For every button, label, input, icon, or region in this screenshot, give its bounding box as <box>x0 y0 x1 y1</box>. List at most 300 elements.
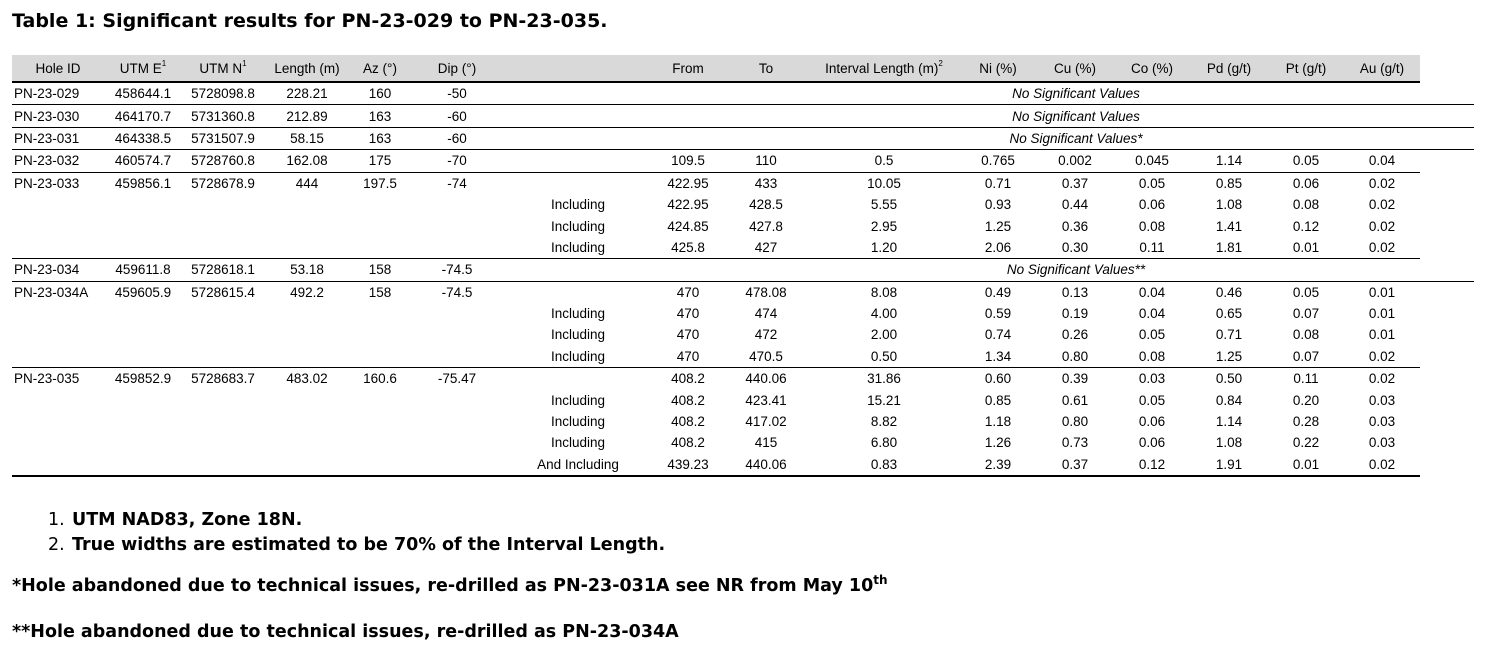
cell-cu: 0.44 <box>1061 197 1089 213</box>
cell-cu: 0.80 <box>1036 346 1114 368</box>
cell-cu: 0.26 <box>1061 327 1089 343</box>
cell-from <box>652 259 724 281</box>
cell-cu: 0.61 <box>1061 392 1089 408</box>
cell-au: 0.02 <box>1368 175 1396 191</box>
cell-label <box>504 150 652 172</box>
cell-from: 470 <box>676 284 700 300</box>
cell-pt: 0.01 <box>1268 454 1344 476</box>
cell-utm-e: 459605.9 <box>114 284 172 300</box>
cell-dip: -74 <box>447 175 467 191</box>
cell-au: 0.02 <box>1344 237 1420 259</box>
cell-pt <box>1344 105 1420 127</box>
cell-co: 0.04 <box>1138 306 1166 322</box>
cell-utm-n: 5728760.8 <box>182 150 264 172</box>
cell-cu: 0.80 <box>1061 414 1089 430</box>
cell-from: 408.2 <box>671 435 705 451</box>
cell-to <box>724 105 808 127</box>
cell-to: 474 <box>754 306 778 322</box>
cell-label <box>504 82 652 105</box>
cell-interval: 15.21 <box>867 392 901 408</box>
cell-pt: 0.05 <box>1268 150 1344 172</box>
col-interval: Interval Length $(m)^2$ <box>808 55 960 82</box>
cell-ni: 0.74 <box>984 327 1012 343</box>
cell-dip <box>410 194 504 215</box>
cell-az <box>350 389 410 410</box>
col-au: Au (g/t) <box>1344 55 1420 82</box>
cell-ni: 2.06 <box>960 237 1036 259</box>
cell-dip: -74.5 <box>441 284 473 300</box>
cell-length: 53.18 <box>264 259 350 281</box>
cell-label: And Including <box>504 454 652 476</box>
cell-label <box>504 105 652 127</box>
cell-label <box>504 127 652 149</box>
table-row <box>12 259 1474 281</box>
cell-from: 425.8 <box>652 237 724 259</box>
cell-pt: 0.11 <box>1293 371 1319 387</box>
cell-label <box>504 368 652 390</box>
cell-au: 0.02 <box>1368 371 1396 387</box>
table-row <box>12 82 1474 105</box>
cell-label: Including <box>504 346 652 368</box>
cell-co: 0.05 <box>1138 392 1166 408</box>
cell-au: 0.02 <box>1344 454 1420 476</box>
cell-pd: 0.71 <box>1215 327 1243 343</box>
cell-az <box>350 454 410 476</box>
cell-co: 0.11 <box>1114 237 1190 259</box>
cell-au: 0.01 <box>1368 284 1396 300</box>
cell-az: 163 <box>350 105 410 127</box>
cell-ni: 1.34 <box>960 346 1036 368</box>
cell-to: 417.02 <box>745 414 787 430</box>
cell-pt: 0.12 <box>1292 218 1320 234</box>
cell-to <box>724 82 808 105</box>
table-row <box>12 324 1474 345</box>
table-title: Table 1: Significant results for PN-23-029 to PN-23-035. <box>12 10 608 32</box>
cell-az: 160.6 <box>363 371 397 387</box>
cell-pt: 0.20 <box>1292 392 1320 408</box>
cell-utm-e: 458644.1 <box>104 82 182 105</box>
cell-hole-id: PN-23-035 <box>14 371 80 387</box>
table-row <box>12 432 1474 453</box>
cell-utm-e: 464170.7 <box>104 105 182 127</box>
cell-hole-id <box>12 454 104 476</box>
cell-utm-n <box>182 432 264 453</box>
cell-co: 0.045 <box>1114 150 1190 172</box>
col-co: Co (%) <box>1114 55 1190 82</box>
cell-from: 439.23 <box>652 454 724 476</box>
cell-interval: 8.08 <box>870 284 898 300</box>
cell-utm-e: 459852.9 <box>114 371 172 387</box>
col-pt: Pt (g/t) <box>1268 55 1344 82</box>
col-label <box>504 55 652 82</box>
cell-hole-id: PN-23-033 <box>14 175 80 191</box>
cell-to <box>724 259 808 281</box>
cell-az <box>350 194 410 215</box>
cell-utm-n <box>182 454 264 476</box>
cell-to: 433 <box>754 175 778 191</box>
cell-au: 0.02 <box>1368 197 1396 213</box>
cell-az: 197.5 <box>363 175 397 191</box>
cell-hole-id <box>12 389 104 410</box>
cell-utm-e: 460574.7 <box>104 150 182 172</box>
cell-length <box>264 324 350 345</box>
no-significant-values-note: No Significant Values* <box>808 127 1344 149</box>
cell-pd: 1.91 <box>1190 454 1268 476</box>
cell-utm-n: 5728618.1 <box>182 259 264 281</box>
col-hole-id: Hole ID <box>12 55 104 82</box>
cell-utm-e <box>104 194 182 215</box>
table-row <box>12 105 1474 127</box>
cell-utm-e <box>104 432 182 453</box>
table-row <box>12 454 1474 476</box>
cell-pt: 0.01 <box>1268 237 1344 259</box>
cell-ni: 0.85 <box>984 392 1012 408</box>
cell-length: 228.21 <box>264 82 350 105</box>
cell-hole-id: PN-23-034A <box>14 284 89 300</box>
cell-az <box>350 324 410 345</box>
cell-utm-e <box>104 215 182 236</box>
cell-dip <box>410 346 504 368</box>
cell-ni: 2.39 <box>960 454 1036 476</box>
cell-hole-id: PN-23-029 <box>12 82 104 105</box>
cell-pd: 1.08 <box>1215 435 1243 451</box>
cell-ni: 0.49 <box>984 284 1012 300</box>
cell-length: 212.89 <box>264 105 350 127</box>
cell-utm-e <box>104 303 182 324</box>
cell-az: 163 <box>350 127 410 149</box>
cell-label: Including <box>504 237 652 259</box>
cell-length: 492.2 <box>290 284 324 300</box>
cell-utm-n <box>182 237 264 259</box>
cell-length <box>264 411 350 432</box>
cell-hole-id <box>12 411 104 432</box>
table-row <box>12 172 1474 194</box>
cell-interval: 0.50 <box>808 346 960 368</box>
col-dip: Dip (°) <box>410 55 504 82</box>
cell-au: 0.02 <box>1368 218 1396 234</box>
cell-to: 478.08 <box>745 284 787 300</box>
col-ni: Ni (%) <box>960 55 1036 82</box>
table-row <box>12 237 1474 259</box>
no-significant-values-note: No Significant Values <box>808 82 1344 105</box>
col-cu: Cu (%) <box>1036 55 1114 82</box>
cell-length <box>264 432 350 453</box>
cell-utm-e <box>104 237 182 259</box>
table-row <box>12 389 1474 410</box>
cell-au: 0.03 <box>1368 392 1396 408</box>
cell-from: 470 <box>676 306 700 322</box>
col-to: To <box>724 55 808 82</box>
cell-from <box>652 127 724 149</box>
cell-cu: 0.37 <box>1036 454 1114 476</box>
header-row <box>12 55 1474 82</box>
cell-from: 422.95 <box>667 197 709 213</box>
table-row <box>12 194 1474 215</box>
cell-utm-n <box>182 324 264 345</box>
cell-utm-n <box>182 389 264 410</box>
cell-utm-n <box>182 411 264 432</box>
cell-dip: -50 <box>410 82 504 105</box>
cell-dip <box>410 324 504 345</box>
cell-au <box>1420 127 1474 149</box>
cell-hole-id <box>12 346 104 368</box>
cell-pd: 0.84 <box>1215 392 1243 408</box>
cell-to: 110 <box>724 150 808 172</box>
cell-to <box>724 127 808 149</box>
cell-ni: 0.93 <box>984 197 1012 213</box>
cell-dip <box>410 411 504 432</box>
cell-to: 440.06 <box>745 371 787 387</box>
cell-from: 470 <box>676 327 700 343</box>
cell-cu: 0.37 <box>1061 175 1089 191</box>
cell-label: Including <box>550 327 606 343</box>
cell-to: 470.5 <box>724 346 808 368</box>
cell-label <box>504 172 652 194</box>
cell-az <box>350 411 410 432</box>
cell-utm-e <box>104 324 182 345</box>
cell-au <box>1420 82 1474 105</box>
cell-dip: -60 <box>410 105 504 127</box>
cell-label: Including <box>550 218 606 234</box>
cell-az <box>350 346 410 368</box>
cell-co: 0.05 <box>1138 327 1166 343</box>
cell-au: 0.01 <box>1368 306 1396 322</box>
cell-co: 0.12 <box>1114 454 1190 476</box>
col-from: From <box>652 55 724 82</box>
cell-utm-n: 5728678.9 <box>191 175 255 191</box>
no-significant-values-note: No Significant Values** <box>808 259 1344 281</box>
cell-label: Including <box>550 392 606 408</box>
cell-to: 423.41 <box>745 392 787 408</box>
cell-az: 175 <box>350 150 410 172</box>
cell-label: Including <box>550 435 606 451</box>
cell-utm-n <box>182 215 264 236</box>
cell-to: 428.5 <box>749 197 783 213</box>
col-utm-e: UTM $E^1$ <box>104 55 182 82</box>
cell-interval: 6.80 <box>870 435 898 451</box>
cell-au <box>1420 259 1474 281</box>
cell-length: 58.15 <box>264 127 350 149</box>
cell-utm-n <box>182 303 264 324</box>
cell-dip <box>410 303 504 324</box>
cell-interval: 31.86 <box>867 371 901 387</box>
cell-utm-n: 5731507.9 <box>182 127 264 149</box>
cell-utm-n: 5728615.4 <box>191 284 255 300</box>
cell-az <box>350 215 410 236</box>
cell-hole-id <box>12 324 104 345</box>
cell-to: 427.8 <box>749 218 783 234</box>
cell-to: 440.06 <box>724 454 808 476</box>
cell-hole-id <box>12 237 104 259</box>
results-table <box>12 55 1474 477</box>
table-row <box>12 303 1474 324</box>
cell-dip: -70 <box>410 150 504 172</box>
cell-interval: 5.55 <box>870 197 898 213</box>
cell-utm-e: 459611.8 <box>104 259 182 281</box>
cell-label: Including <box>550 414 606 430</box>
col-pd: Pd (g/t) <box>1190 55 1268 82</box>
cell-az <box>350 432 410 453</box>
cell-utm-e <box>104 411 182 432</box>
cell-from: 109.5 <box>652 150 724 172</box>
cell-utm-n: 5728683.7 <box>191 371 255 387</box>
cell-from <box>652 105 724 127</box>
cell-hole-id <box>12 194 104 215</box>
cell-pd: 1.14 <box>1190 150 1268 172</box>
cell-hole-id: PN-23-034 <box>12 259 104 281</box>
cell-interval: 10.05 <box>867 175 901 191</box>
cell-utm-e: 464338.5 <box>104 127 182 149</box>
cell-dip: -74.5 <box>410 259 504 281</box>
cell-pt <box>1344 82 1420 105</box>
cell-co: 0.03 <box>1138 371 1166 387</box>
cell-from: 470 <box>652 346 724 368</box>
cell-ni: 0.60 <box>984 371 1012 387</box>
cell-length <box>264 389 350 410</box>
cell-co: 0.06 <box>1138 435 1166 451</box>
cell-interval: 0.5 <box>808 150 960 172</box>
cell-co: 0.06 <box>1138 414 1166 430</box>
cell-dip <box>410 389 504 410</box>
cell-label <box>504 281 652 303</box>
cell-pd: 1.25 <box>1190 346 1268 368</box>
cell-utm-e <box>104 346 182 368</box>
table-row <box>12 281 1474 303</box>
cell-cu: 0.002 <box>1036 150 1114 172</box>
cell-hole-id <box>12 215 104 236</box>
cell-hole-id: PN-23-030 <box>12 105 104 127</box>
cell-pt: 0.06 <box>1292 175 1320 191</box>
cell-length: 444 <box>295 175 319 191</box>
cell-pd: 0.65 <box>1215 306 1243 322</box>
footnote-abandoned-034: **Hole abandoned due to technical issues, re-drilled as PN-23-034A <box>12 622 679 642</box>
cell-au: 0.01 <box>1368 327 1396 343</box>
cell-az <box>350 303 410 324</box>
cell-utm-e <box>104 389 182 410</box>
cell-pt: 0.22 <box>1292 435 1320 451</box>
cell-au: 0.02 <box>1344 346 1420 368</box>
cell-pt <box>1344 127 1420 149</box>
cell-from: 422.95 <box>667 175 709 191</box>
cell-hole-id <box>12 303 104 324</box>
cell-dip: -75.47 <box>437 371 477 387</box>
cell-pd: 1.81 <box>1190 237 1268 259</box>
cell-pt: 0.07 <box>1292 306 1320 322</box>
cell-interval: 0.83 <box>808 454 960 476</box>
cell-pt: 0.05 <box>1292 284 1320 300</box>
col-utm-n: UTM $N^1$ <box>182 55 264 82</box>
cell-ni: 1.26 <box>984 435 1012 451</box>
cell-pd: 0.50 <box>1215 371 1243 387</box>
table-header <box>12 55 1474 82</box>
col-length: Length (m) <box>264 55 350 82</box>
cell-from: 408.2 <box>671 371 705 387</box>
cell-pt: 0.08 <box>1292 327 1320 343</box>
cell-label <box>504 259 652 281</box>
cell-co: 0.04 <box>1138 284 1166 300</box>
cell-utm-n: 5728098.8 <box>182 82 264 105</box>
cell-utm-n: 5731360.8 <box>182 105 264 127</box>
footnote-item: 2. True widths are estimated to be 70% of the Interval Length. <box>48 535 666 555</box>
cell-utm-n <box>182 194 264 215</box>
table-row <box>12 215 1474 236</box>
table-row <box>12 127 1474 149</box>
cell-to: 415 <box>754 435 778 451</box>
cell-interval: 8.82 <box>870 414 898 430</box>
cell-hole-id: PN-23-032 <box>12 150 104 172</box>
cell-cu: 0.30 <box>1036 237 1114 259</box>
cell-ni: 0.71 <box>984 175 1012 191</box>
table-body <box>12 82 1474 476</box>
cell-az <box>350 237 410 259</box>
footnote-list <box>48 508 665 558</box>
cell-ni: 1.18 <box>984 414 1012 430</box>
cell-to: 427 <box>724 237 808 259</box>
cell-length <box>264 303 350 324</box>
cell-au: 0.04 <box>1344 150 1420 172</box>
cell-cu: 0.39 <box>1061 371 1089 387</box>
cell-ni: 0.765 <box>960 150 1036 172</box>
col-az: Az (°) <box>350 55 410 82</box>
cell-from <box>652 82 724 105</box>
cell-length: 162.08 <box>264 150 350 172</box>
cell-az: 158 <box>350 259 410 281</box>
cell-cu: 0.73 <box>1061 435 1089 451</box>
table-row <box>12 150 1474 172</box>
table-row <box>12 368 1474 390</box>
cell-label: Including <box>550 197 606 213</box>
cell-from: 408.2 <box>671 392 705 408</box>
cell-co: 0.05 <box>1138 175 1166 191</box>
cell-pt: 0.07 <box>1268 346 1344 368</box>
cell-dip: -60 <box>410 127 504 149</box>
cell-co: 0.08 <box>1114 346 1190 368</box>
cell-ni: 0.59 <box>984 306 1012 322</box>
cell-interval: 4.00 <box>870 306 898 322</box>
table-row <box>12 346 1474 368</box>
cell-au: 0.03 <box>1368 414 1396 430</box>
cell-pd: 1.41 <box>1215 218 1243 234</box>
cell-utm-n <box>182 346 264 368</box>
cell-pd: 1.14 <box>1215 414 1243 430</box>
cell-interval: 2.00 <box>870 327 898 343</box>
cell-hole-id <box>12 432 104 453</box>
cell-pt: 0.28 <box>1292 414 1320 430</box>
cell-length: 483.02 <box>286 371 328 387</box>
cell-az: 158 <box>368 284 392 300</box>
cell-length <box>264 215 350 236</box>
cell-pd: 1.08 <box>1215 197 1243 213</box>
cell-co: 0.06 <box>1138 197 1166 213</box>
cell-cu: 0.19 <box>1061 306 1089 322</box>
cell-dip <box>410 237 504 259</box>
no-significant-values-note: No Significant Values <box>808 105 1344 127</box>
cell-dip <box>410 454 504 476</box>
cell-cu: 0.36 <box>1061 218 1089 234</box>
cell-length <box>264 194 350 215</box>
cell-length <box>264 237 350 259</box>
footnote-abandoned-031: *Hole abandoned due to technical issues, re-drilled as PN-23-031A see NR from May 10th <box>12 573 888 596</box>
footnote-item: 1. UTM NAD83, Zone 18N. <box>48 510 303 530</box>
cell-interval: 1.20 <box>808 237 960 259</box>
cell-label: Including <box>550 306 606 322</box>
cell-dip <box>410 432 504 453</box>
cell-utm-e: 459856.1 <box>114 175 172 191</box>
table-row <box>12 411 1474 432</box>
cell-pt: 0.08 <box>1292 197 1320 213</box>
cell-dip <box>410 215 504 236</box>
cell-au <box>1420 105 1474 127</box>
